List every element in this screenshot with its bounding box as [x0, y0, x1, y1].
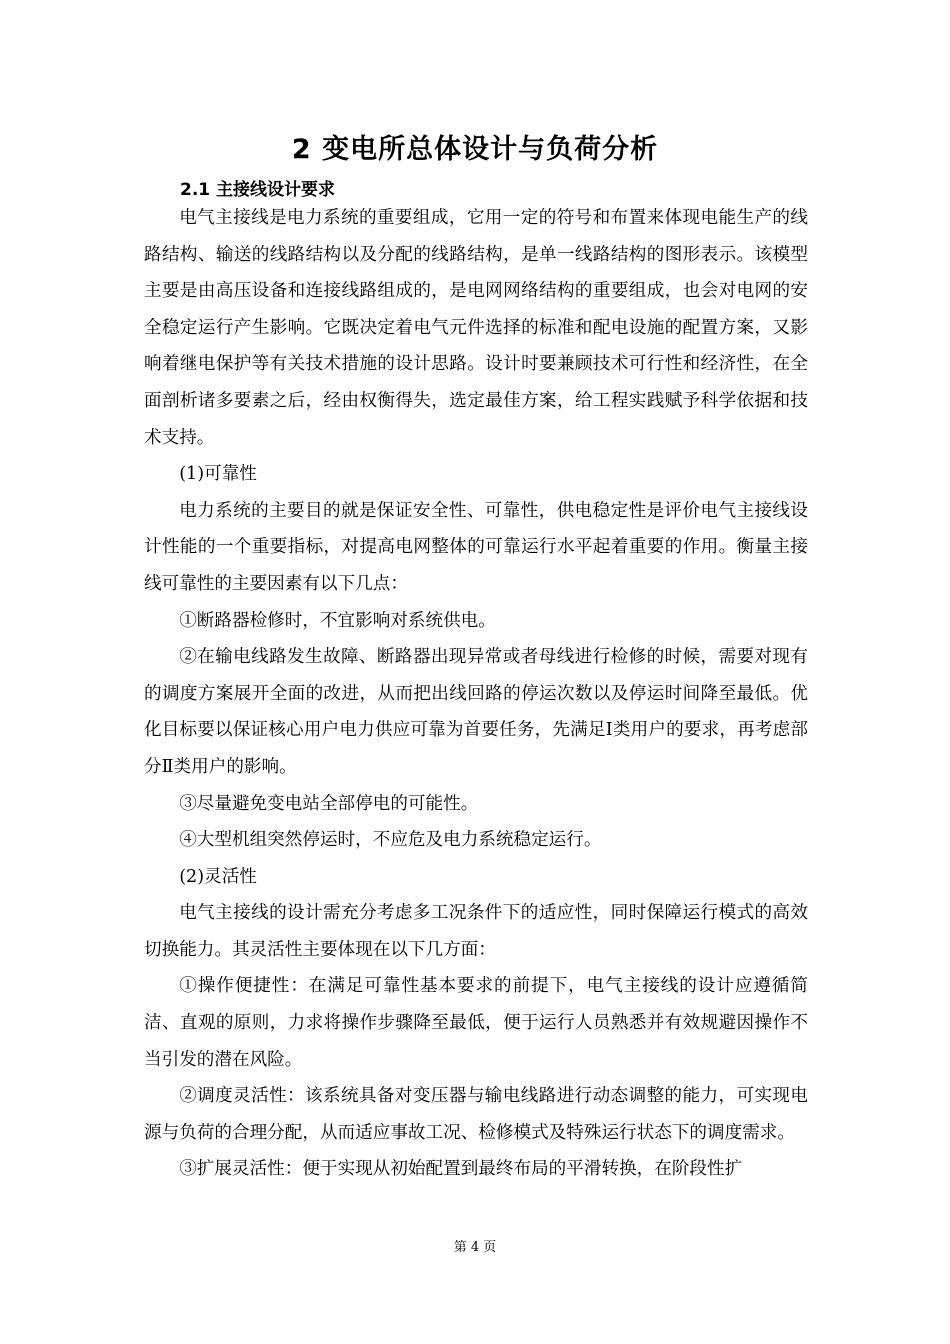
chapter-title: 2 变电所总体设计与负荷分析	[291, 134, 659, 165]
paragraph: ①断路器检修时，不宜影响对系统供电。	[179, 610, 496, 631]
paragraph: ①操作便捷性：在满足可靠性基本要求的前提下，电气主接线的设计应遵循简洁、直观的原则，力求将操作步骤降至最低，便于运行人员熟悉并有效规避因操作不当引发的潜在风险。	[144, 976, 808, 1070]
paragraph: ③扩展灵活性：便于实现从初始配置到最终布局的平滑转换，在阶段性扩	[179, 1159, 743, 1180]
body-text	[144, 200, 808, 1188]
paragraph: ③尽量避免变电站全部停电的可能性。	[179, 793, 479, 814]
page-number: 第 4 页	[453, 1240, 497, 1255]
paragraph: (2)灵活性	[179, 866, 257, 887]
paragraph: 电气主接线是电力系统的重要组成，它用一定的符号和布置来体现电能生产的线路结构、输送的线路结构以及分配的线路结构，是单一线路结构的图形表示。该模型主要是由高压设备和连接线路组成的，是电网网络结构的重要组成，也会对电网的安全稳定运行产生影响。它既决定着电气元件选择的标准和配电设施的配置方案，又影响着继电保护等有关技术措施的设计思路。设计时要兼顾技术可行性和经济性，在全面剖析诸多要素之后，经由权衡得失，选定最佳方案，给工程实践赋予科学依据和技术支持。	[144, 208, 808, 448]
paragraph: ②在输电线路发生故障、断路器出现异常或者母线进行检修的时候，需要对现有的调度方案展开全面的改进，从而把出线回路的停运次数以及停运时间降至最低。优化目标要以保证核心用户电力供应可靠为首要任务，先满足Ⅰ类用户的要求，再考虑部分Ⅱ类用户的影响。	[144, 647, 808, 777]
section-heading: 2.1 主接线设计要求	[180, 180, 336, 200]
paragraph: ④大型机组突然停运时，不应危及电力系统稳定运行。	[179, 830, 602, 851]
paragraph: 电力系统的主要目的就是保证安全性、可靠性，供电稳定性是评价电气主接线设计性能的一个重要指标，对提高电网整体的可靠运行水平起着重要的作用。衡量主接线可靠性的主要因素有以下几点：	[144, 500, 808, 594]
paragraph: ②调度灵活性：该系统具备对变压器与输电线路进行动态调整的能力，可实现电源与负荷的合理分配，从而适应事故工况、检修模式及特殊运行状态下的调度需求。	[144, 1086, 808, 1143]
paragraph: 电气主接线的设计需充分考虑多工况条件下的适应性，同时保障运行模式的高效切换能力。其灵活性主要体现在以下几方面：	[144, 903, 808, 960]
paragraph: (1)可靠性	[179, 464, 257, 485]
